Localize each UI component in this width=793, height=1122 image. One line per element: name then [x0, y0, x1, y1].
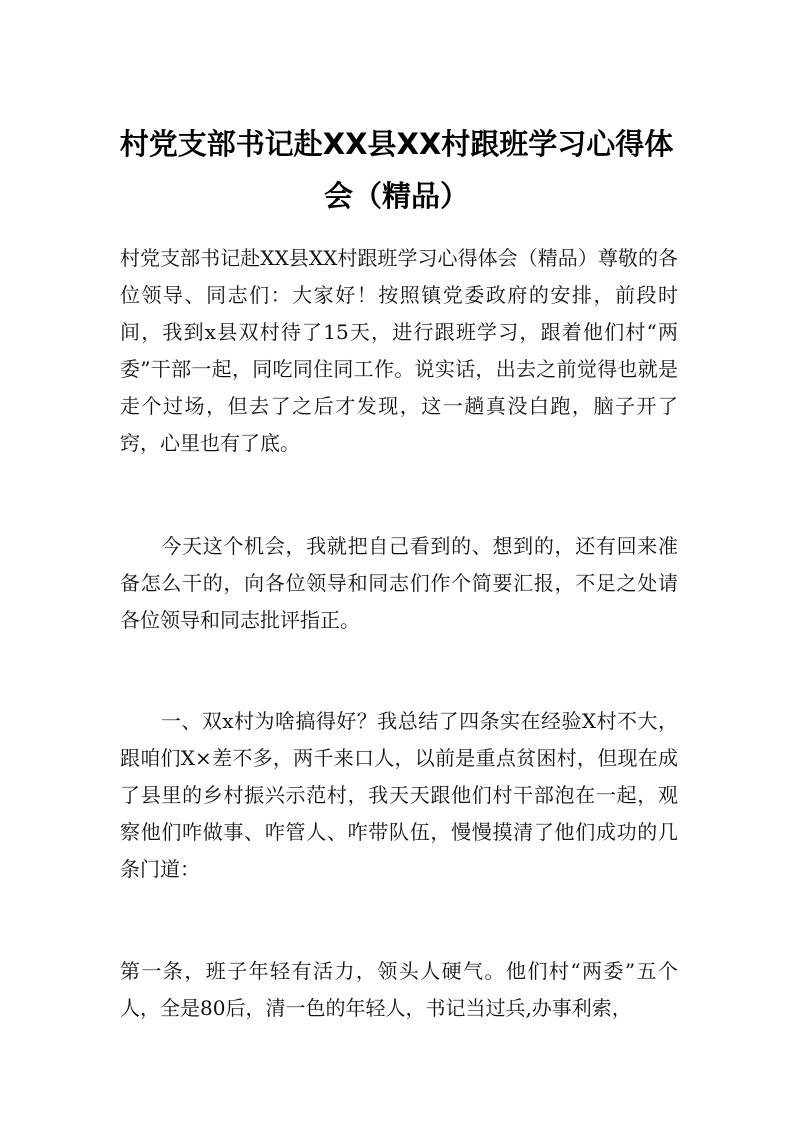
- paragraph-point-one: 第一条，班子年轻有活力，领头人硬气。他们村“两委”五个人，全是80后，清一色的年轻人，书记当过兵,办事利索，: [120, 959, 678, 1020]
- paragraph-section-one: 一、双x村为啥搞得好？我总结了四条实在经验X村不大，跟咱们X×差不多，两千来口人，以前是重点贫困村，但现在成了县里的乡村振兴示范村，我天天跟他们村干部泡在一起，观察他们咋做事、咋管人、咋带队伍，慢慢摸清了他们成功的几条门道：: [120, 709, 678, 881]
- document-title: 村党支部书记赴XX县XX村跟班学习心得体会（精品）: [119, 127, 674, 213]
- paragraph-intro: 村党支部书记赴XX县XX村跟班学习心得体会（精品）尊敬的各位领导、同志们：大家好！按照镇党委政府的安排，前段时间，我到x县双村待了15天，进行跟班学习，跟着他们村“两委”干部一起，同吃同住同工作。说实话，出去之前觉得也就是走个过场，但去了之后才发现，这一趟真没白跑，脑子开了窍，心里也有了底。: [120, 246, 678, 455]
- paragraph-report: 今天这个机会，我就把自己看到的、想到的，还有回来准备怎么干的，向各位领导和同志们作个简要汇报，不足之处请各位领导和同志批评指正。: [120, 534, 678, 632]
